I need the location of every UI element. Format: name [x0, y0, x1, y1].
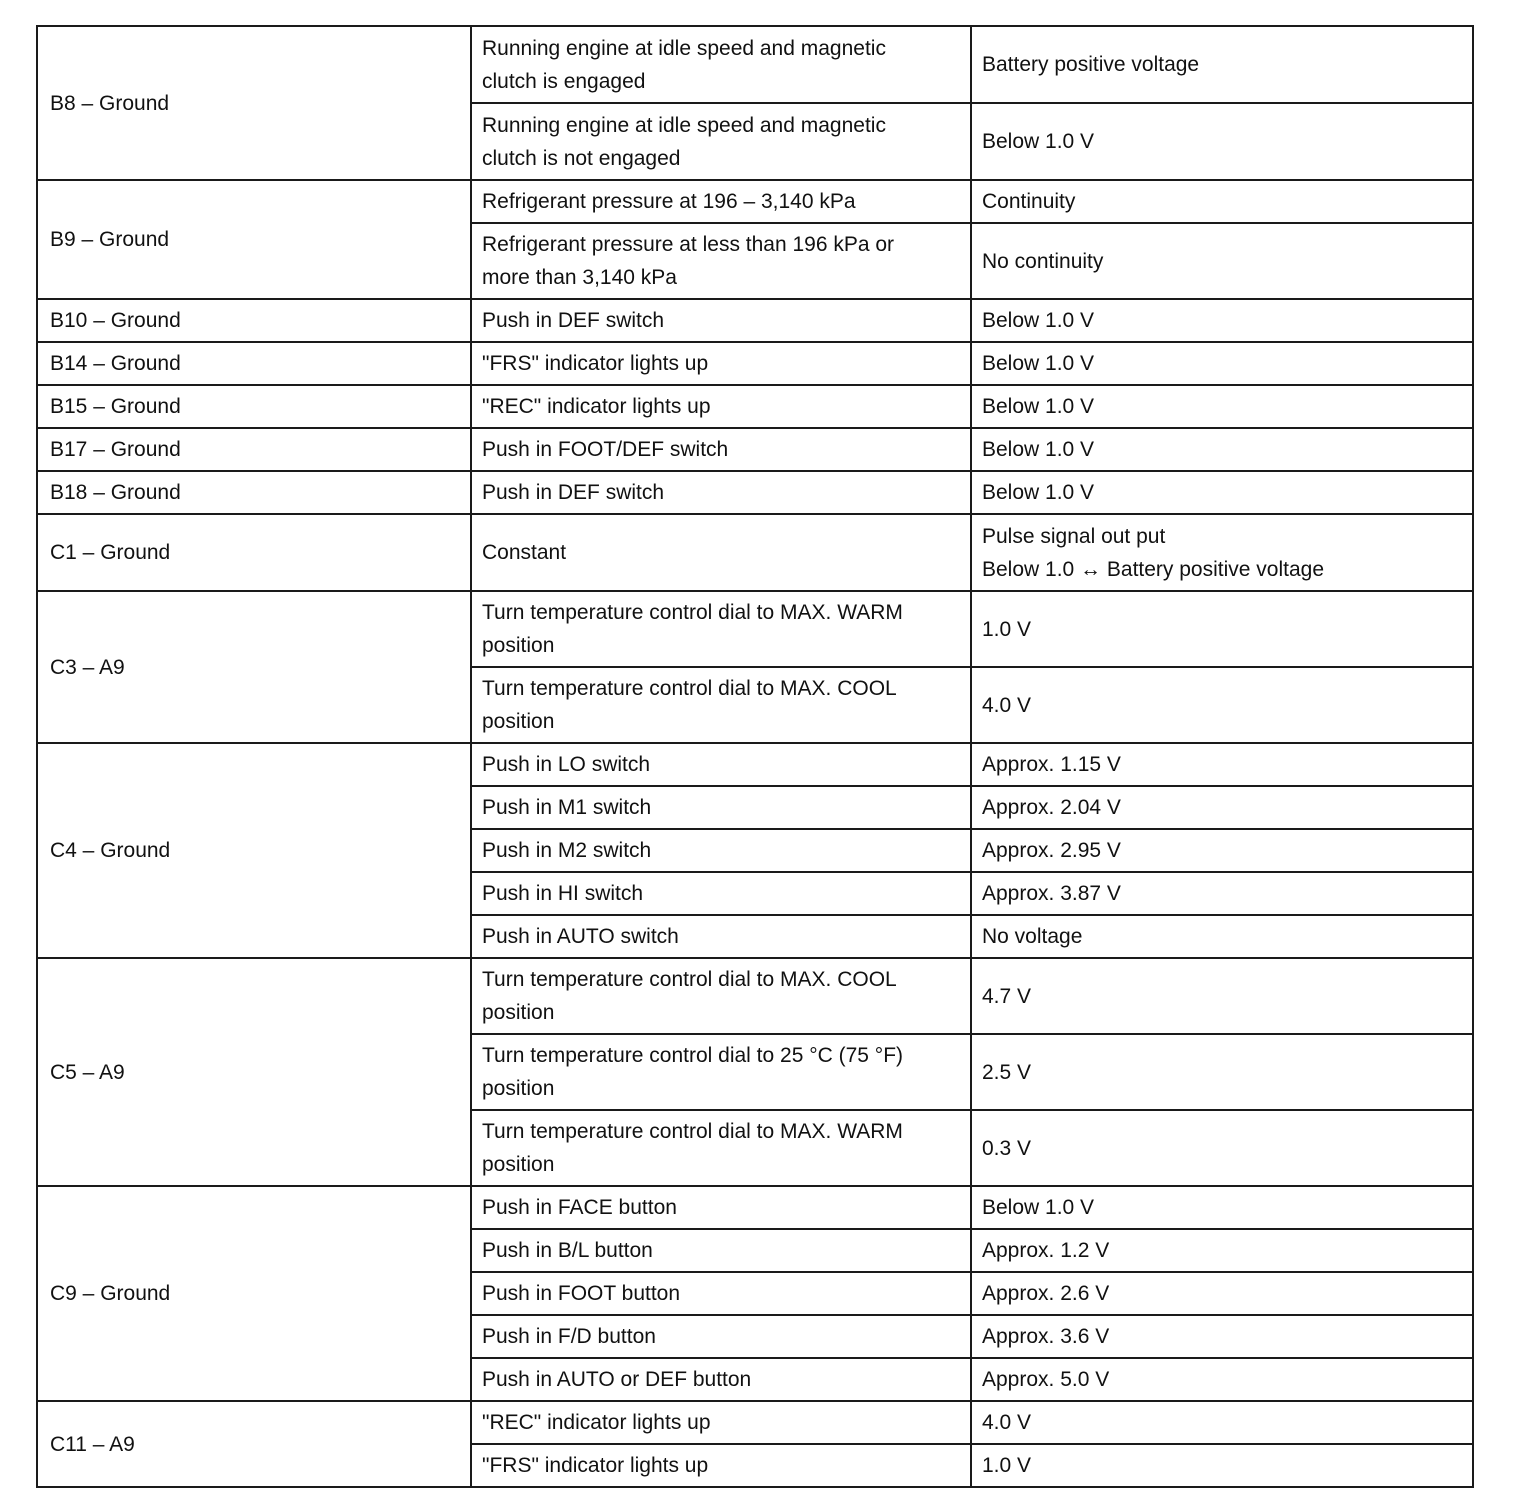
spec-cell: 4.0 V — [971, 1401, 1473, 1444]
spec-cell: Below 1.0 V — [971, 1186, 1473, 1229]
condition-cell: Refrigerant pressure at 196 – 3,140 kPa — [471, 180, 971, 223]
terminal-cell: C1 – Ground — [37, 514, 471, 591]
spec-cell: Below 1.0 V — [971, 342, 1473, 385]
table-row — [37, 743, 1473, 786]
condition-cell: Push in M2 switch — [471, 829, 971, 872]
spec-cell: Approx. 5.0 V — [971, 1358, 1473, 1401]
table-row — [37, 428, 1473, 471]
terminal-cell: C4 – Ground — [37, 743, 471, 958]
condition-cell: Push in LO switch — [471, 743, 971, 786]
condition-cell: "FRS" indicator lights up — [471, 342, 971, 385]
spec-cell: Approx. 2.04 V — [971, 786, 1473, 829]
condition-cell: Push in DEF switch — [471, 471, 971, 514]
condition-cell: Push in FOOT button — [471, 1272, 971, 1315]
terminal-cell: B8 – Ground — [37, 26, 471, 180]
spec-cell: Below 1.0 V — [971, 103, 1473, 180]
table-row — [37, 1401, 1473, 1444]
terminal-cell: C11 – A9 — [37, 1401, 471, 1487]
terminal-cell: B17 – Ground — [37, 428, 471, 471]
spec-cell: 1.0 V — [971, 1444, 1473, 1487]
spec-cell: 2.5 V — [971, 1034, 1473, 1110]
table-row — [37, 385, 1473, 428]
table-row — [37, 26, 1473, 103]
spec-cell: 1.0 V — [971, 591, 1473, 667]
condition-cell: Turn temperature control dial to MAX. COOL position — [471, 958, 971, 1034]
table-row — [37, 958, 1473, 1034]
spec-cell: Below 1.0 V — [971, 428, 1473, 471]
spec-cell: Approx. 3.87 V — [971, 872, 1473, 915]
terminal-cell: C9 – Ground — [37, 1186, 471, 1401]
table-body — [37, 26, 1473, 1487]
spec-cell: Below 1.0 V — [971, 385, 1473, 428]
terminal-cell: B14 – Ground — [37, 342, 471, 385]
spec-cell: Below 1.0 V — [971, 471, 1473, 514]
table-row — [37, 591, 1473, 667]
spec-cell: Approx. 1.2 V — [971, 1229, 1473, 1272]
condition-cell: Turn temperature control dial to MAX. WARM position — [471, 591, 971, 667]
spec-cell: No voltage — [971, 915, 1473, 958]
spec-cell: No continuity — [971, 223, 1473, 299]
condition-cell: "REC" indicator lights up — [471, 1401, 971, 1444]
spec-cell: Approx. 2.95 V — [971, 829, 1473, 872]
table-row — [37, 342, 1473, 385]
terminal-cell: C5 – A9 — [37, 958, 471, 1186]
condition-cell: Push in AUTO switch — [471, 915, 971, 958]
terminal-cell: B15 – Ground — [37, 385, 471, 428]
condition-cell: Push in AUTO or DEF button — [471, 1358, 971, 1401]
condition-cell: Running engine at idle speed and magnetic clutch is engaged — [471, 26, 971, 103]
condition-cell: Turn temperature control dial to MAX. WARM position — [471, 1110, 971, 1186]
table-row — [37, 180, 1473, 223]
spec-cell: Approx. 1.15 V — [971, 743, 1473, 786]
condition-cell: Push in F/D button — [471, 1315, 971, 1358]
condition-cell: "FRS" indicator lights up — [471, 1444, 971, 1487]
condition-cell: Push in DEF switch — [471, 299, 971, 342]
terminal-cell: C3 – A9 — [37, 591, 471, 743]
table-row — [37, 514, 1473, 591]
condition-cell: Push in FOOT/DEF switch — [471, 428, 971, 471]
condition-cell: Turn temperature control dial to 25 °C (75 °F) position — [471, 1034, 971, 1110]
table-row — [37, 471, 1473, 514]
condition-cell: Running engine at idle speed and magnetic clutch is not engaged — [471, 103, 971, 180]
spec-cell: Continuity — [971, 180, 1473, 223]
condition-cell: "REC" indicator lights up — [471, 385, 971, 428]
spec-cell: Below 1.0 V — [971, 299, 1473, 342]
table-row — [37, 299, 1473, 342]
condition-cell: Push in M1 switch — [471, 786, 971, 829]
spec-cell: 4.0 V — [971, 667, 1473, 743]
condition-cell: Push in B/L button — [471, 1229, 971, 1272]
terminal-cell: B9 – Ground — [37, 180, 471, 299]
condition-cell: Push in FACE button — [471, 1186, 971, 1229]
spec-cell: Approx. 3.6 V — [971, 1315, 1473, 1358]
condition-cell: Constant — [471, 514, 971, 591]
spec-cell: 0.3 V — [971, 1110, 1473, 1186]
terminal-cell: B10 – Ground — [37, 299, 471, 342]
condition-cell: Push in HI switch — [471, 872, 971, 915]
spec-cell: Pulse signal out put Below 1.0 ↔ Battery positive voltage — [971, 514, 1473, 591]
condition-cell: Turn temperature control dial to MAX. COOL position — [471, 667, 971, 743]
spec-cell: Approx. 2.6 V — [971, 1272, 1473, 1315]
spec-cell: Battery positive voltage — [971, 26, 1473, 103]
spec-cell: 4.7 V — [971, 958, 1473, 1034]
table-row — [37, 1186, 1473, 1229]
condition-cell: Refrigerant pressure at less than 196 kPa or more than 3,140 kPa — [471, 223, 971, 299]
terminal-cell: B18 – Ground — [37, 471, 471, 514]
terminal-inspection-table — [36, 25, 1474, 1488]
